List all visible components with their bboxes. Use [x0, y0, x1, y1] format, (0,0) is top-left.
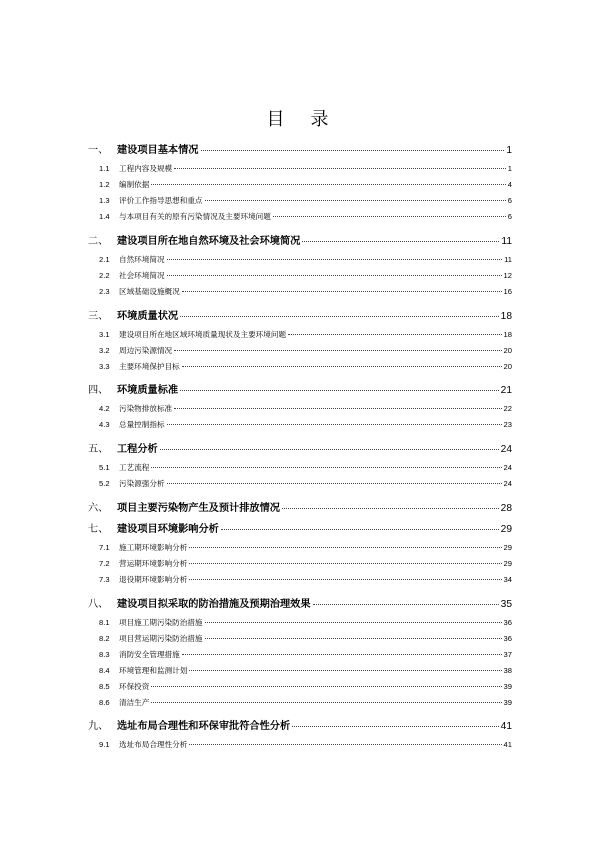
- toc-entry-number: 1.1: [99, 164, 110, 173]
- toc-entry-title: 建设项目拟采取的防治措施及预期治理效果: [117, 599, 311, 610]
- toc-section-entry[interactable]: [99, 345, 512, 356]
- toc-section-entry[interactable]: [99, 419, 512, 430]
- toc-entry-number: 8.3: [99, 650, 110, 659]
- toc-entry-number: 五、: [88, 444, 109, 455]
- toc-entry-number: 8.4: [99, 666, 110, 675]
- toc-dot-leader: [182, 366, 502, 367]
- toc-entry-title: 清洁生产: [119, 698, 150, 707]
- toc-entry-number: 六、: [88, 503, 109, 514]
- toc-page-number: 37: [503, 650, 512, 659]
- toc-section-entry[interactable]: [99, 617, 512, 628]
- toc-entry-number: 7.3: [99, 575, 110, 584]
- toc-dot-leader: [292, 726, 498, 727]
- toc-dot-leader: [288, 334, 501, 335]
- toc-entry-title: 主要环境保护目标: [119, 362, 180, 371]
- toc-entry-title: 选址布局合理性分析: [119, 740, 188, 749]
- toc-page-number: 39: [503, 682, 512, 691]
- toc-section-entry[interactable]: [99, 542, 512, 553]
- toc-page-number: 34: [503, 575, 512, 584]
- toc-entry-title: 项目施工期污染防治措施: [119, 618, 203, 627]
- toc-dot-leader: [174, 350, 501, 351]
- toc-dot-leader: [189, 579, 501, 580]
- toc-dot-leader: [160, 449, 499, 450]
- toc-section-entry[interactable]: [99, 403, 512, 414]
- toc-section-entry[interactable]: [99, 462, 512, 473]
- toc-page-number: 4: [507, 180, 512, 189]
- toc-chapter-entry[interactable]: [88, 499, 512, 514]
- toc-page-number: 6: [507, 212, 512, 221]
- toc-dot-leader: [189, 670, 501, 671]
- toc-dot-leader: [151, 467, 501, 468]
- toc-dot-leader: [205, 200, 506, 201]
- toc-chapter-entry[interactable]: [88, 141, 512, 156]
- toc-entry-number: 8.1: [99, 618, 110, 627]
- toc-section-entry[interactable]: [99, 739, 512, 750]
- toc-entry-number: 3.1: [99, 330, 110, 339]
- toc-entry-title: 环境管理和监测计划: [119, 666, 188, 675]
- toc-dot-leader: [313, 604, 499, 605]
- toc-page-number: 39: [503, 698, 512, 707]
- toc-section-entry[interactable]: [99, 195, 512, 206]
- toc-entry-title: 工程分析: [117, 444, 158, 455]
- toc-entry-title: 选址布局合理性和环保审批符合性分析: [117, 721, 291, 732]
- toc-page-number: 18: [503, 330, 512, 339]
- toc-entry-number: 8.2: [99, 634, 110, 643]
- toc-dot-leader: [221, 529, 499, 530]
- toc-chapter-entry[interactable]: [88, 381, 512, 396]
- toc-entry-number: 7.1: [99, 543, 110, 552]
- toc-page-number: 1: [507, 164, 512, 173]
- toc-dot-leader: [182, 654, 502, 655]
- toc-section-entry[interactable]: [99, 163, 512, 174]
- toc-entry-number: 9.1: [99, 740, 110, 749]
- toc-page-number: 41: [503, 740, 512, 749]
- toc-entry-title: 项目营运期污染防治措施: [119, 634, 203, 643]
- toc-section-entry[interactable]: [99, 254, 512, 265]
- toc-entry-title: 施工期环境影响分析: [119, 543, 188, 552]
- toc-entry-title: 项目主要污染物产生及预计排放情况: [117, 503, 280, 514]
- toc-dot-leader: [205, 638, 502, 639]
- toc-entry-title: 建设项目基本情况: [117, 145, 199, 156]
- toc-entry-title: 评价工作指导思想和重点: [119, 196, 203, 205]
- toc-entry-title: 区域基础设施概况: [119, 287, 180, 296]
- toc-page-number: 11: [504, 255, 512, 264]
- toc-page-number: 6: [507, 196, 512, 205]
- toc-dot-leader: [205, 622, 502, 623]
- toc-dot-leader: [302, 241, 499, 242]
- toc-page-number: 1: [506, 145, 512, 156]
- toc-page-number: 35: [500, 599, 512, 610]
- toc-entry-title: 环保投资: [119, 682, 150, 691]
- toc-dot-leader: [167, 483, 502, 484]
- toc-dot-leader: [167, 275, 502, 276]
- toc-entry-title: 工艺流程: [119, 463, 150, 472]
- toc-dot-leader: [151, 184, 505, 185]
- toc-entry-title: 建设项目所在地自然环境及社会环境简况: [117, 236, 301, 247]
- toc-page-number: 24: [503, 463, 512, 472]
- toc-page-number: 22: [503, 404, 512, 413]
- toc-entry-number: 4.3: [99, 420, 110, 429]
- toc-dot-leader: [180, 316, 499, 317]
- toc-entry-number: 九、: [88, 721, 109, 732]
- toc-section-entry[interactable]: [99, 286, 512, 297]
- toc-entry-title: 建设项目所在地区域环境质量现状及主要环境问题: [119, 330, 287, 339]
- toc-entry-number: 4.2: [99, 404, 110, 413]
- toc-entry-number: 1.4: [99, 212, 110, 221]
- toc-entry-number: 2.1: [99, 255, 110, 264]
- toc-dot-leader: [167, 424, 502, 425]
- toc-dot-leader: [180, 390, 499, 391]
- toc-page-number: 24: [503, 479, 512, 488]
- toc-entry-number: 7.2: [99, 559, 110, 568]
- toc-entry-title: 污染源强分析: [119, 479, 165, 488]
- page-title: [0, 105, 595, 131]
- toc-dot-leader: [189, 744, 501, 745]
- toc-entry-title: 周边污染源情况: [119, 346, 173, 355]
- toc-entry-number: 一、: [88, 145, 109, 156]
- toc-page-number: 11: [501, 236, 512, 247]
- toc-page-number: 20: [503, 362, 512, 371]
- toc-page-number: 23: [503, 420, 512, 429]
- toc-entry-number: 1.3: [99, 196, 110, 205]
- toc-entry-number: 5.1: [99, 463, 110, 472]
- toc-entry-number: 2.3: [99, 287, 110, 296]
- toc-entry-number: 3.3: [99, 362, 110, 371]
- toc-dot-leader: [189, 547, 501, 548]
- toc-entry-number: 二、: [88, 236, 109, 247]
- toc-entry-title: 编制依据: [119, 180, 150, 189]
- toc-dot-leader: [174, 408, 501, 409]
- toc-dot-leader: [174, 168, 506, 169]
- toc-section-entry[interactable]: [99, 649, 512, 660]
- toc-section-entry[interactable]: [99, 697, 512, 708]
- toc-entry-number: 8.5: [99, 682, 110, 691]
- toc-entry-title: 环境质量标准: [117, 385, 179, 396]
- toc-section-entry[interactable]: [99, 179, 512, 190]
- toc-entry-number: 5.2: [99, 479, 110, 488]
- toc-dot-leader: [189, 563, 501, 564]
- toc-entry-number: 三、: [88, 311, 109, 322]
- toc-page-number: 29: [503, 543, 512, 552]
- toc-section-entry[interactable]: [99, 633, 512, 644]
- toc-section-entry[interactable]: [99, 211, 512, 222]
- toc-entry-title: 营运期环境影响分析: [119, 559, 188, 568]
- toc-entry-title: 总量控制指标: [119, 420, 165, 429]
- toc-page-number: 28: [500, 503, 512, 514]
- toc-chapter-entry[interactable]: [88, 595, 512, 610]
- toc-entry-number: 八、: [88, 599, 109, 610]
- toc-dot-leader: [151, 702, 501, 703]
- toc-entry-number: 1.2: [99, 180, 110, 189]
- toc-entry-number: 七、: [88, 524, 109, 535]
- toc-entry-title: 与本项目有关的原有污染情况及主要环境问题: [119, 212, 271, 221]
- toc-section-entry[interactable]: [99, 574, 512, 585]
- toc-page-number: 24: [500, 444, 512, 455]
- toc-chapter-entry[interactable]: [88, 232, 512, 247]
- toc-section-entry[interactable]: [99, 361, 512, 372]
- toc-chapter-entry[interactable]: [88, 440, 512, 455]
- toc-entry-title: 环境质量状况: [117, 311, 179, 322]
- toc-entry-title: 污染物排放标准: [119, 404, 173, 413]
- toc-section-entry[interactable]: [99, 478, 512, 489]
- toc-entry-number: 2.2: [99, 271, 110, 280]
- toc-page-number: 16: [503, 287, 512, 296]
- toc-dot-leader: [282, 508, 499, 509]
- toc-page-number: 18: [500, 311, 512, 322]
- toc-entry-title: 社会环境简况: [119, 271, 165, 280]
- toc-page-number: 29: [503, 559, 512, 568]
- toc-chapter-entry[interactable]: [88, 520, 512, 535]
- toc-dot-leader: [151, 686, 501, 687]
- toc-entry-number: 四、: [88, 385, 109, 396]
- toc-section-entry[interactable]: [99, 329, 512, 340]
- toc-entry-title: 自然环境简况: [119, 255, 165, 264]
- toc-dot-leader: [201, 150, 505, 151]
- toc-page-number: 41: [500, 721, 512, 732]
- toc-page-number: 20: [503, 346, 512, 355]
- toc-entry-number: 3.2: [99, 346, 110, 355]
- toc-dot-leader: [273, 216, 506, 217]
- toc-page-number: 12: [503, 271, 512, 280]
- toc-page-number: 36: [503, 618, 512, 627]
- toc-chapter-entry[interactable]: [88, 307, 512, 322]
- toc-entry-number: 8.6: [99, 698, 110, 707]
- toc-page-number: 21: [500, 385, 512, 396]
- toc-section-entry[interactable]: [99, 681, 512, 692]
- toc-entry-title: 工程内容及规模: [119, 164, 173, 173]
- toc-entry-title: 消防安全管理措施: [119, 650, 180, 659]
- toc-section-entry[interactable]: [99, 270, 512, 281]
- toc-dot-leader: [182, 291, 502, 292]
- title-char-2: 录: [310, 109, 329, 130]
- toc-section-entry[interactable]: [99, 665, 512, 676]
- toc-section-entry[interactable]: [99, 558, 512, 569]
- toc-page-number: 36: [503, 634, 512, 643]
- toc-entry-title: 退役期环境影响分析: [119, 575, 188, 584]
- toc-chapter-entry[interactable]: [88, 717, 512, 732]
- toc-page-number: 38: [503, 666, 512, 675]
- title-char-1: 目: [266, 109, 285, 130]
- toc-page-number: 29: [500, 524, 512, 535]
- toc-entry-title: 建设项目环境影响分析: [117, 524, 219, 535]
- toc-dot-leader: [167, 259, 503, 260]
